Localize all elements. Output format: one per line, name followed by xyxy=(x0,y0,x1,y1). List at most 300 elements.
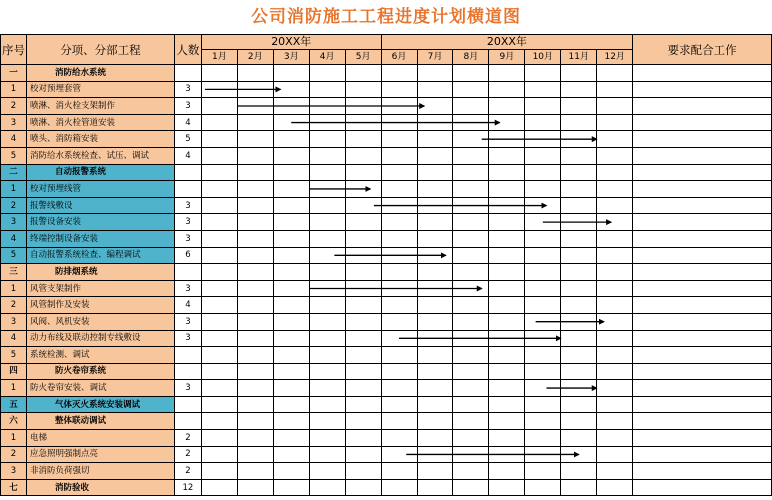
month-cell xyxy=(201,247,237,264)
row-requirement xyxy=(633,313,772,330)
month-cell xyxy=(453,380,489,397)
month-cell xyxy=(561,81,597,98)
row-seq: 三 xyxy=(1,264,27,281)
month-cell xyxy=(453,114,489,131)
month-cell xyxy=(417,247,453,264)
month-cell xyxy=(345,280,381,297)
month-cell xyxy=(345,313,381,330)
month-cell xyxy=(417,264,453,281)
month-cell xyxy=(525,214,561,231)
month-cell xyxy=(525,430,561,447)
month-cell xyxy=(489,98,525,115)
month-cell xyxy=(453,247,489,264)
month-cell xyxy=(381,264,417,281)
month-cell xyxy=(201,164,237,181)
month-cell xyxy=(345,181,381,198)
month-cell xyxy=(489,380,525,397)
month-cell xyxy=(381,430,417,447)
month-cell xyxy=(345,330,381,347)
row-requirement xyxy=(633,430,772,447)
month-cell xyxy=(201,230,237,247)
row-seq: 四 xyxy=(1,363,27,380)
month-cell xyxy=(309,313,345,330)
row-task-name: 应急照明强制点亮 xyxy=(26,446,174,463)
month-cell xyxy=(309,446,345,463)
month-cell xyxy=(309,463,345,480)
month-cell xyxy=(381,297,417,314)
month-cell xyxy=(417,214,453,231)
month-cell xyxy=(417,280,453,297)
month-cell xyxy=(345,463,381,480)
section-row xyxy=(1,264,772,281)
month-cell xyxy=(273,330,309,347)
month-cell xyxy=(381,164,417,181)
row-requirement xyxy=(633,147,772,164)
row-headcount: 5 xyxy=(174,131,201,148)
month-cell xyxy=(237,446,273,463)
month-cell xyxy=(597,131,633,148)
month-cell xyxy=(489,65,525,82)
row-requirement xyxy=(633,347,772,364)
row-requirement xyxy=(633,380,772,397)
month-cell xyxy=(561,363,597,380)
row-seq: 4 xyxy=(1,230,27,247)
row-seq: 3 xyxy=(1,214,27,231)
month-cell xyxy=(597,313,633,330)
month-cell xyxy=(417,313,453,330)
row-task-name: 风阀、风机安装 xyxy=(26,313,174,330)
row-headcount: 3 xyxy=(174,280,201,297)
month-cell xyxy=(237,114,273,131)
month-cell xyxy=(309,280,345,297)
month-cell xyxy=(345,164,381,181)
month-cell xyxy=(237,264,273,281)
header-month-1: 1月 xyxy=(201,50,237,65)
month-cell xyxy=(345,413,381,430)
month-cell xyxy=(201,363,237,380)
month-cell xyxy=(417,197,453,214)
row-seq: 4 xyxy=(1,131,27,148)
month-cell xyxy=(237,430,273,447)
month-cell xyxy=(561,214,597,231)
month-cell xyxy=(237,98,273,115)
month-cell xyxy=(525,413,561,430)
month-cell xyxy=(417,114,453,131)
month-cell xyxy=(561,463,597,480)
month-cell xyxy=(309,114,345,131)
header-month-9: 9月 xyxy=(489,50,525,65)
month-cell xyxy=(417,81,453,98)
row-task-name: 喷淋、消火栓管道安装 xyxy=(26,114,174,131)
month-cell xyxy=(561,264,597,281)
row-headcount: 2 xyxy=(174,430,201,447)
row-requirement xyxy=(633,81,772,98)
row-task-name: 终端控制设备安装 xyxy=(26,230,174,247)
section-row xyxy=(1,396,772,413)
month-cell xyxy=(309,65,345,82)
month-cell xyxy=(489,247,525,264)
row-seq: 五 xyxy=(1,396,27,413)
month-cell xyxy=(597,446,633,463)
month-cell xyxy=(345,230,381,247)
task-row xyxy=(1,147,772,164)
row-headcount: 2 xyxy=(174,446,201,463)
month-cell xyxy=(453,164,489,181)
month-cell xyxy=(525,463,561,480)
row-seq: 5 xyxy=(1,247,27,264)
section-row xyxy=(1,363,772,380)
row-seq: 3 xyxy=(1,114,27,131)
month-cell xyxy=(417,65,453,82)
month-cell xyxy=(201,131,237,148)
month-cell xyxy=(273,280,309,297)
month-cell xyxy=(525,280,561,297)
month-cell xyxy=(453,197,489,214)
month-cell xyxy=(381,363,417,380)
task-row xyxy=(1,446,772,463)
row-headcount: 4 xyxy=(174,147,201,164)
month-cell xyxy=(453,297,489,314)
month-cell xyxy=(489,463,525,480)
month-cell xyxy=(381,413,417,430)
month-cell xyxy=(381,446,417,463)
row-seq: 5 xyxy=(1,347,27,364)
month-cell xyxy=(201,114,237,131)
month-cell xyxy=(453,65,489,82)
month-cell xyxy=(453,347,489,364)
row-seq: 1 xyxy=(1,181,27,198)
row-task-name: 风管支架制作 xyxy=(26,280,174,297)
row-requirement xyxy=(633,264,772,281)
month-cell xyxy=(273,380,309,397)
section-row xyxy=(1,413,772,430)
header-count: 人数 xyxy=(174,35,201,65)
month-cell xyxy=(561,98,597,115)
month-cell xyxy=(417,164,453,181)
month-cell xyxy=(381,347,417,364)
month-cell xyxy=(201,330,237,347)
row-headcount xyxy=(174,413,201,430)
row-task-name: 防排烟系统 xyxy=(26,264,174,281)
month-cell xyxy=(309,181,345,198)
month-cell xyxy=(345,430,381,447)
month-cell xyxy=(309,363,345,380)
month-cell xyxy=(453,330,489,347)
month-cell xyxy=(273,197,309,214)
header-month-8: 8月 xyxy=(453,50,489,65)
month-cell xyxy=(453,463,489,480)
month-cell xyxy=(309,413,345,430)
month-cell xyxy=(201,313,237,330)
month-cell xyxy=(489,114,525,131)
row-requirement xyxy=(633,396,772,413)
row-seq: 七 xyxy=(1,479,27,496)
month-cell xyxy=(489,214,525,231)
month-cell xyxy=(381,114,417,131)
month-cell xyxy=(345,197,381,214)
month-cell xyxy=(273,264,309,281)
month-cell xyxy=(345,297,381,314)
task-row xyxy=(1,430,772,447)
month-cell xyxy=(237,396,273,413)
month-cell xyxy=(489,479,525,496)
header-month-3: 3月 xyxy=(273,50,309,65)
task-row xyxy=(1,181,772,198)
month-cell xyxy=(525,98,561,115)
month-cell xyxy=(597,81,633,98)
month-cell xyxy=(309,264,345,281)
month-cell xyxy=(489,131,525,148)
section-row xyxy=(1,479,772,496)
month-cell xyxy=(417,380,453,397)
month-cell xyxy=(273,181,309,198)
month-cell xyxy=(237,147,273,164)
month-cell xyxy=(381,280,417,297)
task-row xyxy=(1,347,772,364)
month-cell xyxy=(201,396,237,413)
month-cell xyxy=(237,413,273,430)
month-cell xyxy=(237,181,273,198)
month-cell xyxy=(273,297,309,314)
month-cell xyxy=(309,131,345,148)
row-requirement xyxy=(633,230,772,247)
month-cell xyxy=(453,363,489,380)
month-cell xyxy=(345,147,381,164)
month-cell xyxy=(309,479,345,496)
month-cell xyxy=(237,330,273,347)
month-cell xyxy=(561,430,597,447)
month-cell xyxy=(345,247,381,264)
row-requirement xyxy=(633,164,772,181)
month-cell xyxy=(453,280,489,297)
month-cell xyxy=(561,479,597,496)
month-cell xyxy=(381,479,417,496)
row-seq: 4 xyxy=(1,330,27,347)
month-cell xyxy=(489,413,525,430)
month-cell xyxy=(309,81,345,98)
month-cell xyxy=(237,347,273,364)
row-task-name: 消防给水系统检查、试压、调试 xyxy=(26,147,174,164)
month-cell xyxy=(597,98,633,115)
header-requirement: 要求配合工作 xyxy=(633,35,772,65)
month-cell xyxy=(597,347,633,364)
task-row xyxy=(1,114,772,131)
month-cell xyxy=(597,430,633,447)
month-cell xyxy=(309,396,345,413)
month-cell xyxy=(237,247,273,264)
month-cell xyxy=(381,65,417,82)
month-cell xyxy=(417,131,453,148)
row-headcount: 3 xyxy=(174,230,201,247)
month-cell xyxy=(201,280,237,297)
row-task-name: 自动报警系统 xyxy=(26,164,174,181)
month-cell xyxy=(345,446,381,463)
month-cell xyxy=(561,247,597,264)
row-requirement xyxy=(633,413,772,430)
month-cell xyxy=(525,181,561,198)
row-requirement xyxy=(633,280,772,297)
month-cell xyxy=(453,264,489,281)
header-month-11: 11月 xyxy=(561,50,597,65)
month-cell xyxy=(381,330,417,347)
month-cell xyxy=(273,396,309,413)
row-requirement xyxy=(633,446,772,463)
month-cell xyxy=(597,479,633,496)
month-cell xyxy=(525,380,561,397)
month-cell xyxy=(525,230,561,247)
month-cell xyxy=(381,197,417,214)
row-headcount: 4 xyxy=(174,297,201,314)
month-cell xyxy=(489,230,525,247)
month-cell xyxy=(597,413,633,430)
row-headcount xyxy=(174,164,201,181)
month-cell xyxy=(525,297,561,314)
row-headcount: 12 xyxy=(174,479,201,496)
row-seq: 一 xyxy=(1,65,27,82)
month-cell xyxy=(237,214,273,231)
month-cell xyxy=(345,264,381,281)
month-cell xyxy=(201,147,237,164)
month-cell xyxy=(561,181,597,198)
month-cell xyxy=(417,430,453,447)
month-cell xyxy=(489,430,525,447)
month-cell xyxy=(561,65,597,82)
row-seq: 2 xyxy=(1,446,27,463)
row-task-name: 消防验收 xyxy=(26,479,174,496)
month-cell xyxy=(597,297,633,314)
month-cell xyxy=(417,446,453,463)
row-seq: 2 xyxy=(1,98,27,115)
month-cell xyxy=(561,230,597,247)
month-cell xyxy=(309,214,345,231)
month-cell xyxy=(597,396,633,413)
row-headcount: 3 xyxy=(174,330,201,347)
month-cell xyxy=(237,131,273,148)
month-cell xyxy=(273,479,309,496)
row-task-name: 防火卷帘安装、调试 xyxy=(26,380,174,397)
month-cell xyxy=(201,479,237,496)
row-headcount: 4 xyxy=(174,114,201,131)
month-cell xyxy=(381,181,417,198)
row-seq: 1 xyxy=(1,280,27,297)
task-row xyxy=(1,380,772,397)
month-cell xyxy=(273,131,309,148)
month-cell xyxy=(453,147,489,164)
row-headcount: 3 xyxy=(174,197,201,214)
header-month-2: 2月 xyxy=(237,50,273,65)
month-cell xyxy=(597,164,633,181)
row-task-name: 气体灭火系统安装调试 xyxy=(26,396,174,413)
month-cell xyxy=(201,197,237,214)
month-cell xyxy=(381,396,417,413)
row-headcount: 3 xyxy=(174,380,201,397)
month-cell xyxy=(525,446,561,463)
month-cell xyxy=(237,313,273,330)
month-cell xyxy=(597,181,633,198)
row-seq: 二 xyxy=(1,164,27,181)
month-cell xyxy=(525,347,561,364)
month-cell xyxy=(489,297,525,314)
month-cell xyxy=(381,147,417,164)
month-cell xyxy=(525,363,561,380)
gantt-table xyxy=(0,34,772,496)
month-cell xyxy=(237,479,273,496)
month-cell xyxy=(453,214,489,231)
month-cell xyxy=(489,347,525,364)
row-task-name: 整体联动调试 xyxy=(26,413,174,430)
month-cell xyxy=(597,463,633,480)
month-cell xyxy=(201,446,237,463)
month-cell xyxy=(417,230,453,247)
month-cell xyxy=(345,396,381,413)
month-cell xyxy=(597,197,633,214)
month-cell xyxy=(417,396,453,413)
month-cell xyxy=(201,98,237,115)
row-seq: 2 xyxy=(1,297,27,314)
month-cell xyxy=(309,230,345,247)
month-cell xyxy=(237,164,273,181)
month-cell xyxy=(201,297,237,314)
month-cell xyxy=(525,396,561,413)
row-requirement xyxy=(633,197,772,214)
row-task-name: 系统检测、调试 xyxy=(26,347,174,364)
month-cell xyxy=(237,297,273,314)
header-month-6: 6月 xyxy=(381,50,417,65)
month-cell xyxy=(561,396,597,413)
month-cell xyxy=(453,313,489,330)
month-cell xyxy=(561,330,597,347)
month-cell xyxy=(273,65,309,82)
month-cell xyxy=(273,164,309,181)
month-cell xyxy=(237,65,273,82)
row-seq: 3 xyxy=(1,463,27,480)
month-cell xyxy=(417,98,453,115)
month-cell xyxy=(597,147,633,164)
row-seq: 1 xyxy=(1,380,27,397)
month-cell xyxy=(309,430,345,447)
month-cell xyxy=(273,363,309,380)
month-cell xyxy=(345,98,381,115)
header-seq: 序号 xyxy=(1,35,27,65)
month-cell xyxy=(273,147,309,164)
task-row xyxy=(1,230,772,247)
month-cell xyxy=(453,446,489,463)
row-headcount xyxy=(174,396,201,413)
month-cell xyxy=(597,247,633,264)
month-cell xyxy=(489,147,525,164)
row-requirement xyxy=(633,98,772,115)
month-cell xyxy=(489,81,525,98)
month-cell xyxy=(345,114,381,131)
month-cell xyxy=(453,430,489,447)
month-cell xyxy=(525,197,561,214)
row-requirement xyxy=(633,363,772,380)
month-cell xyxy=(381,463,417,480)
month-cell xyxy=(273,114,309,131)
month-cell xyxy=(273,446,309,463)
month-cell xyxy=(597,363,633,380)
task-row xyxy=(1,280,772,297)
month-cell xyxy=(525,479,561,496)
month-cell xyxy=(561,131,597,148)
month-cell xyxy=(561,347,597,364)
row-requirement xyxy=(633,330,772,347)
month-cell xyxy=(201,347,237,364)
month-cell xyxy=(525,313,561,330)
row-headcount: 2 xyxy=(174,463,201,480)
row-headcount: 3 xyxy=(174,98,201,115)
row-requirement xyxy=(633,247,772,264)
